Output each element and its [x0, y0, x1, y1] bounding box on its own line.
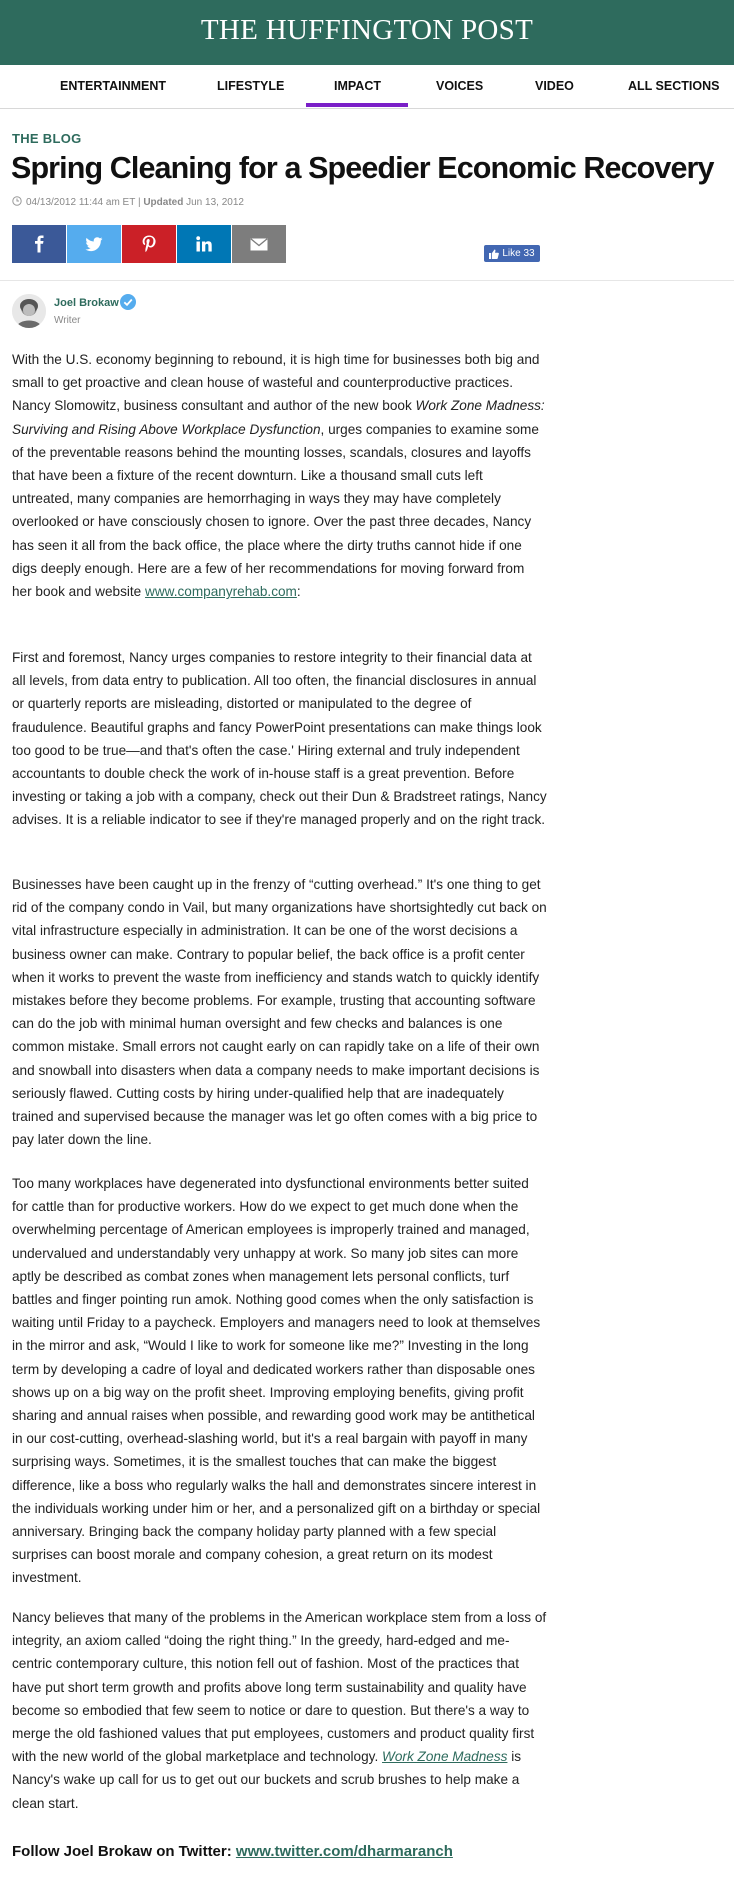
divider [0, 280, 734, 281]
book-title: Work Zone Madness: Surviving and Rising Above Workplace Dysfunction [12, 398, 545, 437]
verified-badge-icon [120, 294, 136, 310]
paragraph-2: First and foremost, Nancy urges companies to restore integrity to their financial data at all levels, from data entry to publication. All too often, the financial disclosures in annual or quarterly reports are misleading, distorted or manipulated to the degree of fraudulence. Beautiful graphs and fancy PowerPoint presentations can make things look too good to be true—and that's often the case.' Hiring external and truly independent accountants to double check the work of in-house staff is a great prevention. Before investing or taking a job with a company, check out their Dun & Bradstreet ratings, Nancy advises. It is a reliable indicator to see if they're managed properly and on the right track. [12, 650, 547, 828]
nav-item-all-sections[interactable]: ALL SECTIONS [628, 79, 720, 93]
author-role: Writer [54, 315, 81, 326]
book-link[interactable]: Work Zone Madness [382, 1749, 508, 1765]
share-email-button[interactable] [232, 225, 286, 263]
nav-item-impact[interactable]: IMPACT [334, 79, 381, 93]
author-avatar[interactable] [12, 294, 46, 328]
share-twitter-button[interactable] [67, 225, 121, 263]
nav-item-video[interactable]: VIDEO [535, 79, 574, 93]
linkedin-icon [196, 236, 212, 252]
facebook-icon [33, 235, 45, 253]
updated-label: Updated [143, 197, 184, 209]
facebook-like-button[interactable] [484, 245, 540, 262]
follow-label: Follow Joel Brokaw on Twitter: [12, 1843, 236, 1860]
twitter-icon [85, 237, 103, 252]
paragraph-5 [12, 1606, 547, 1815]
nav-item-entertainment[interactable]: ENTERTAINMENT [60, 79, 167, 93]
nav-item-voices[interactable]: VOICES [436, 79, 484, 93]
site-logo[interactable]: THE HUFFINGTON POST [200, 14, 534, 46]
paragraph-4: Too many workplaces have degenerated into dysfunctional environments better suited for cattle than for productive workers. How do we expect to get much done when the overwhelming percentage of American employees is improperly trained and managed, undervalued and understandably very unhappy at work. So many job sites can more aptly be described as combat zones when management lets personal conflicts, turf battles and finger pointing run amok. Nothing good comes when the only satisfaction is waiting until Friday to a paycheck. Employers and managers need to look at themselves in the mirror and ask, “Would I like to work for someone like me?” Investing in the long term by developing a cadre of loyal and dedicated workers rather than disposable ones shows up on a big way on the profit sheet. Improving employing benefits, giving profit sharing and annual raises when possible, and rewarding good work may be antithetical in our cost-cutting, overhead-slashing world, but it's a real bargain with payoff in many surprising ways. Sometimes, it is the smallest touches that can make the biggest difference, like a boss who regularly walks the hall and demonstrates sincere interest in the individuals working under him or her, and a personalized gift on a birthday or special anniversary. Bringing back the company holiday party planned with a few special surprises can boost morale and company cohesion, a great return on its modest investment. [12, 1176, 541, 1586]
paragraph-text: With the U.S. economy beginning to rebound, it is high time for businesses both big and small to get proactive and clean house of wasteful and counterproductive practices. Nancy Slomowitz, business consultant and author of the new book [12, 352, 540, 414]
author-name[interactable]: Joel Brokaw [54, 297, 119, 309]
section-nav [0, 65, 734, 109]
paragraph-3: Businesses have been caught up in the frenzy of “cutting overhead.” It's one thing to get rid of the company condo in Vail, but many organizations have shortsightedly cut back on vital infrastructure especially in administration. It can be one of the worst decisions a business owner can make. Contrary to popular belief, the back office is a profit center when it works to prevent the waste from inefficiency and stands watch to quickly identify mistakes before they become problems. For example, trusting that accounting software can do the job with minimal human oversight and few checks and balances is one common mistake. Small errors not caught early on can rapidly take on a life of their own and snowball into disasters when data a company needs to make important decisions is seriously flawed. Cutting costs by hiring under-qualified help that are inadequately trained and supervised because the manager was let go often comes with a big price to pay later down the line. [12, 877, 547, 1148]
dateline [12, 196, 244, 209]
companyrehab-link[interactable]: www.companyrehab.com [145, 584, 297, 600]
published-date: 04/13/2012 11:44 am ET [26, 197, 136, 209]
share-facebook-button[interactable] [12, 225, 66, 263]
nav-item-lifestyle[interactable]: LIFESTYLE [217, 79, 285, 93]
clock-icon [12, 196, 22, 209]
thumbs-up-icon [489, 249, 499, 259]
blog-kicker[interactable]: THE BLOG [12, 131, 82, 146]
twitter-link[interactable]: www.twitter.com/dharmaranch [235, 1843, 453, 1860]
article-title: Spring Cleaning for a Speedier Economic Recovery [11, 151, 714, 185]
active-tab-indicator [306, 103, 408, 107]
site-header [0, 0, 734, 65]
follow-line [12, 1843, 453, 1860]
share-linkedin-button[interactable] [177, 225, 231, 263]
pinterest-icon [142, 235, 156, 253]
paragraph-text: is Nancy's wake up call for us to get out our buckets and scrub brushes to help make a clean start. [12, 1749, 522, 1811]
date-separator: | [137, 197, 141, 209]
like-count: 33 [523, 248, 535, 259]
paragraph-text: , urges companies to examine some of the preventable reasons behind the mounting losses, scandals, closures and layoffs that have been a fixture of the recent downturn. Like a thousand small cuts left untreated, many companies are hemorrhaging in ways they may have completely overlooked or have consciously chosen to ignore. Over the past three decades, Nancy has seen it all from the back office, the place where the dirty truths cannot hide if one digs deeply enough. Here are a few of her recommendations for moving forward from her book and website [12, 421, 539, 600]
paragraph-text: Nancy believes that many of the problems in the American workplace stem from a loss of integrity, an axiom called “doing the right thing.” In the greedy, hard-edged and me-centric contemporary culture, this notion fell out of fashion. Most of the practices that have put short term growth and profits above long term sustainability and quality have become so embodied that few seem to notice or dare to question. But there's a way to merge the old fashioned values that put employees, customers and product quality first with the new world of the global marketplace and technology. [12, 1610, 547, 1765]
share-pinterest-button[interactable] [122, 225, 176, 263]
like-label: Like [502, 248, 521, 259]
updated-date: Jun 13, 2012 [186, 197, 244, 209]
paragraph-text: : [296, 584, 301, 600]
paragraph-1 [12, 348, 547, 603]
email-icon [250, 238, 268, 251]
